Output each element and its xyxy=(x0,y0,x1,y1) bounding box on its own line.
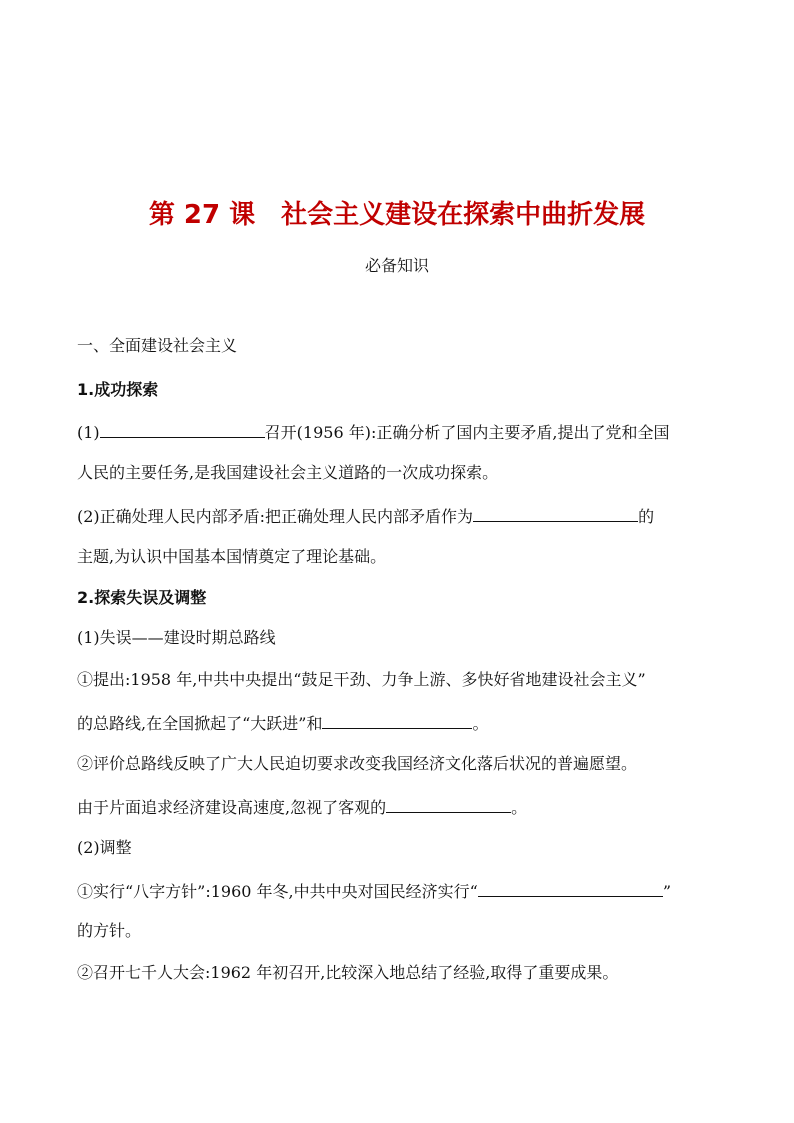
part1-item1-line2: 人民的主要任务,是我国建设社会主义道路的一次成功探索。 xyxy=(77,463,499,482)
b1-text-after: ” xyxy=(662,882,672,901)
part2-sub1: (1)失误——建设时期总路线 xyxy=(77,628,276,647)
a2-text-before: 由于片面追求经济建设高速度,忽视了客观的 xyxy=(77,798,387,817)
fill-blank xyxy=(473,505,638,522)
a1-text-before: 的总路线,在全国掀起了“大跃进”和 xyxy=(77,714,323,733)
part1-item2-line2: 主题,为认识中国基本国情奠定了理论基础。 xyxy=(77,547,387,566)
a1-text-after: 。 xyxy=(472,714,489,733)
fill-blank xyxy=(322,712,472,729)
item2-text-after: 的 xyxy=(638,507,655,526)
fill-blank xyxy=(100,421,265,438)
item1-prefix: (1) xyxy=(77,423,100,442)
part1-item1 xyxy=(77,421,669,443)
part1-heading: 1.成功探索 xyxy=(77,380,159,399)
part2-b1-line1 xyxy=(77,880,671,902)
part2-heading: 2.探索失误及调整 xyxy=(77,588,207,607)
item2-text-before: (2)正确处理人民内部矛盾:把正确处理人民内部矛盾作为 xyxy=(77,507,474,526)
section-heading: 一、全面建设社会主义 xyxy=(77,336,238,355)
part2-sub2: (2)调整 xyxy=(77,838,132,857)
page-subtitle: 必备知识 xyxy=(364,256,429,275)
b1-text-before: ①实行“八字方针”:1960 年冬,中共中央对国民经济实行“ xyxy=(77,882,478,901)
item1-text: 召开(1956 年):正确分析了国内主要矛盾,提出了党和全国 xyxy=(264,423,670,442)
part2-a1-line1: ①提出:1958 年,中共中央提出“鼓足干劲、力争上游、多快好省地建设社会主义” xyxy=(77,670,646,689)
part2-a2-line1: ②评价总路线反映了广大人民迫切要求改变我国经济文化落后状况的普遍愿望。 xyxy=(77,754,638,773)
fill-blank xyxy=(386,796,511,813)
a2-text-after: 。 xyxy=(511,798,528,817)
part2-a2-line2 xyxy=(77,796,527,818)
page-title: 第 27 课 社会主义建设在探索中曲折发展 xyxy=(148,200,646,230)
fill-blank xyxy=(478,880,663,897)
part2-b1-line2: 的方针。 xyxy=(77,921,142,940)
part2-b2-line1: ②召开七千人大会:1962 年初召开,比较深入地总结了经验,取得了重要成果。 xyxy=(77,963,619,982)
part2-a1-line2 xyxy=(77,712,488,734)
part1-item2 xyxy=(77,505,654,527)
